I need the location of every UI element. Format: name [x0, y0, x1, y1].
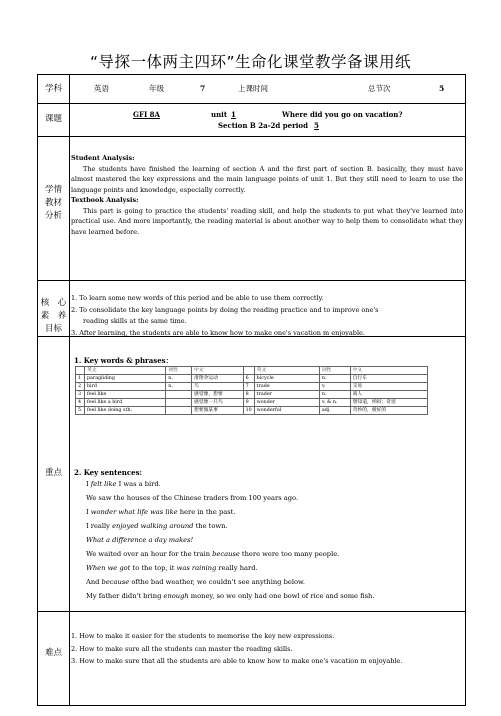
textbook-analysis-text: This part is going to practice the students' reading skill, and help the students to put what they've learned into practical use. And more importantly, the reading material is about another way to help them to consolidate what they have learned before.	[71, 206, 463, 236]
student-analysis	[71, 153, 463, 237]
student-analysis-text: The students have finished the learning of section A and the first part of section B. basically, they must have almost mastered the key expressions and the main language points of unit 1. But they still need to learn to use the language points and knowledge, especially correctly.	[71, 164, 463, 194]
difficulty-item: 1. How to make it easier for the students to memorise the key new expressions.	[71, 632, 335, 640]
subject-value: 英语	[94, 84, 109, 93]
subject-label: 学科	[44, 84, 62, 94]
topic-code: GFI 8A	[133, 110, 160, 119]
difficulties-list	[71, 630, 463, 668]
topic-label: 课题	[44, 114, 62, 124]
key-sentence: I really enjoyed walking around the town.	[86, 522, 228, 530]
class-time-label: 上课时间	[238, 84, 268, 93]
key-sentence: What a difference a day makes!	[86, 536, 194, 544]
objective-item: 1. To learn some new words of this period and be able to use them correctly.	[71, 294, 324, 302]
analysis-label: 学情 教材 分析	[44, 185, 62, 221]
key-sentence: My father didn't bring enough money, so we only had one bowl of rice and some fish.	[86, 592, 375, 600]
topic-unit-number: 1	[231, 110, 236, 119]
difficulty-item: 3. How to make sure that all the students are able to know how to make one's vacation m enjoyable.	[71, 657, 403, 665]
table-row: 5 feel like doing sth. 想要做某事 10 wonderful adj. 奇妙的，极好的	[76, 407, 428, 415]
key-words-heading: 1. Key words & phrases：	[74, 356, 173, 365]
objective-item: reading skills at the same time.	[83, 317, 187, 325]
textbook-analysis-heading: Textbook Analysis:	[71, 196, 139, 204]
key-points-label: 重点	[44, 468, 62, 478]
key-sentence: We waited over an hour for the train because there were too many people.	[86, 550, 340, 558]
key-sentence: When we got to the top, it was raining really hard.	[86, 564, 258, 572]
topic-unit-word: unit	[211, 110, 228, 119]
document-title: “导探一体两主四环”生命化课堂教学备课用纸	[89, 53, 412, 71]
key-sentence: I wonder what life was like here in the past.	[86, 508, 236, 516]
lesson-plan-table	[37, 74, 466, 706]
topic-section: Section B 2a-2d period	[218, 121, 308, 130]
objective-item: 2. To consolidate the key language points by doing the reading practice and to improve one's	[71, 305, 379, 314]
topic-question: Where did you go on vacation?	[282, 110, 403, 119]
key-words-table	[75, 366, 428, 415]
difficulties-label: 难点	[44, 648, 62, 658]
table-row: 4 feel like a bird 感觉像一只鸟 9 wonder v. & n. 想知道，纳闷；奇迹	[76, 399, 428, 407]
objectives-label: 核 心 素 养 目标	[40, 298, 67, 334]
difficulty-item: 2. How to make sure all the students can master the reading skills.	[71, 644, 293, 653]
key-sentences-heading: 2. Key sentences:	[74, 468, 143, 477]
objectives-list	[71, 293, 463, 339]
key-sentence: I felt like I was a bird.	[86, 480, 161, 488]
grade-value: 7	[200, 84, 206, 93]
table-row: 3 feel like 感觉像，想要 8 trader n. 商人	[76, 391, 428, 399]
table-row: 1 paragliding n. 滑翔伞运动 6 bicycle n. 自行车	[76, 375, 428, 383]
total-periods-value: 5	[439, 84, 445, 93]
key-sentence: We saw the houses of the Chinese traders from 100 years ago.	[86, 494, 299, 502]
student-analysis-heading: Student Analysis:	[71, 154, 135, 162]
objective-item: 3. After learning, the students are able to know how to make one's vacation m enjoyable.	[71, 328, 365, 337]
total-periods-label: 总节次	[368, 84, 391, 93]
table-row: 2 bird n. 鸟 7 trade v. 交易	[76, 383, 428, 391]
key-sentence: And because ofthe bad weather, we couldn't see anything below.	[86, 578, 306, 586]
grade-label: 年级	[149, 84, 164, 93]
table-header-row: 英文 词性 中文 英文 词性 中文	[76, 367, 428, 375]
topic-period-number: 5	[314, 121, 319, 130]
